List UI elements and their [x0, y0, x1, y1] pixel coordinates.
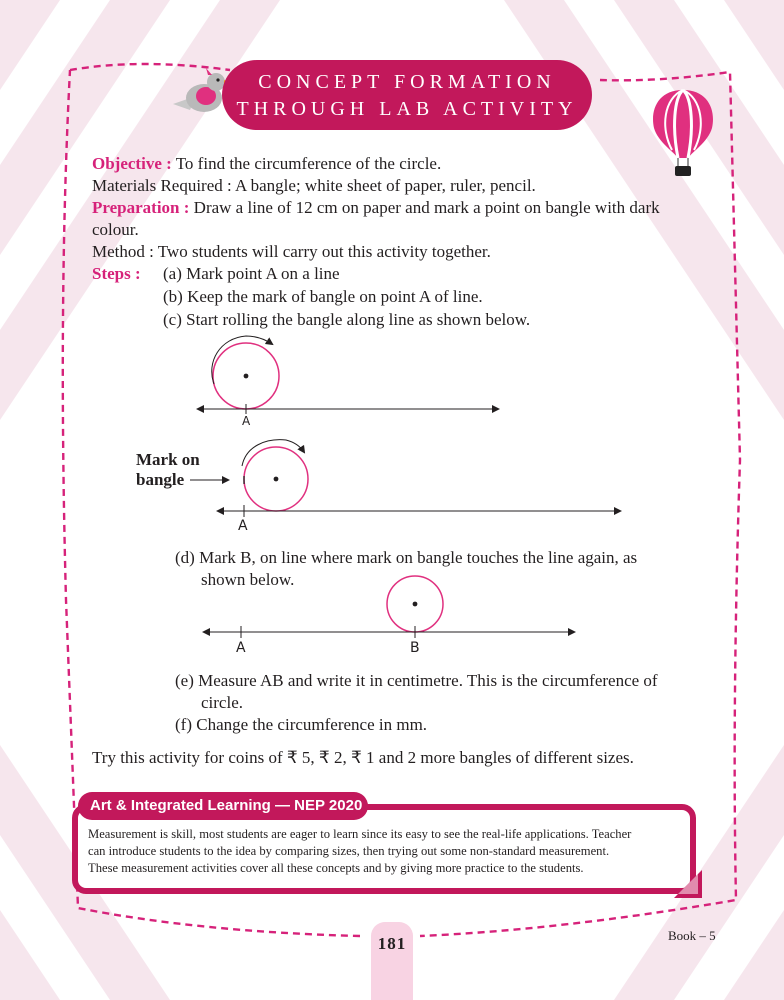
caption-line-2: bangle	[136, 470, 185, 489]
step-f: (f) Change the circumference in mm.	[175, 715, 428, 734]
art-learning-heading: Art & Integrated Learning — NEP 2020	[78, 792, 368, 820]
section-title	[222, 60, 592, 130]
title-line-2: THROUGH LAB ACTIVITY	[236, 98, 578, 120]
step-b: (b) Keep the mark of bangle on point A of line.	[163, 287, 483, 306]
step-e-1: (e) Measure AB and write it in centimetre. This is the circumference of	[175, 671, 658, 690]
step-e-2: circle.	[201, 693, 243, 712]
preparation-line	[92, 197, 732, 219]
page-number: 181	[371, 922, 413, 1000]
book-label: Book – 5	[668, 928, 716, 943]
art-text-line-3: These measurement activities cover all these concepts and by giving more practice to the students.	[88, 861, 584, 875]
try-activity-text: Try this activity for coins of ₹ 5, ₹ 2, ₹ 1 and 2 more bangles of different sizes.	[92, 748, 634, 767]
title-line-1: CONCEPT FORMATION	[258, 71, 556, 93]
step-d-1: (d) Mark B, on line where mark on bangle touches the line again, as	[175, 548, 638, 567]
figure-rolling-start	[186, 332, 516, 432]
objective-line	[92, 153, 732, 175]
art-text-line-1: Measurement is skill, most students are eager to learn since its easy to see the real-life applications. Teacher	[88, 827, 632, 841]
preparation-line-2: colour.	[92, 220, 139, 239]
objective-text: To find the circumference of the circle.	[175, 154, 442, 173]
bangle-center	[244, 374, 249, 379]
page-curl-icon	[674, 870, 702, 898]
figure-rolling-mark	[190, 436, 630, 526]
art-text-line-2: can introduce students to the idea by comparing sizes, then trying out some non-standard measurement.	[88, 844, 610, 858]
objective-label: Objective :	[92, 154, 172, 173]
preparation-label: Preparation :	[92, 198, 190, 217]
materials-line: Materials Required : A bangle; white sheet of paper, ruler, pencil.	[92, 176, 536, 195]
fig3-point-a: A	[236, 640, 246, 656]
fig2-point-a: A	[238, 518, 248, 534]
caption-line-1: Mark on	[136, 450, 200, 469]
steps-label: Steps :	[92, 264, 141, 283]
step-c: (c) Start rolling the bangle along line as shown below.	[163, 310, 531, 329]
fig3-point-b: B	[410, 640, 420, 656]
figure-mark-b	[200, 574, 580, 646]
method-line: Method : Two students will carry out this activity together.	[92, 242, 491, 261]
step-a: (a) Mark point A on a line	[163, 264, 340, 283]
art-learning-text	[88, 826, 688, 877]
step-d-2: shown below.	[201, 570, 295, 589]
fig1-point-a: A	[242, 414, 251, 428]
preparation-text: Draw a line of 12 cm on paper and mark a point on bangle with dark	[193, 198, 660, 217]
